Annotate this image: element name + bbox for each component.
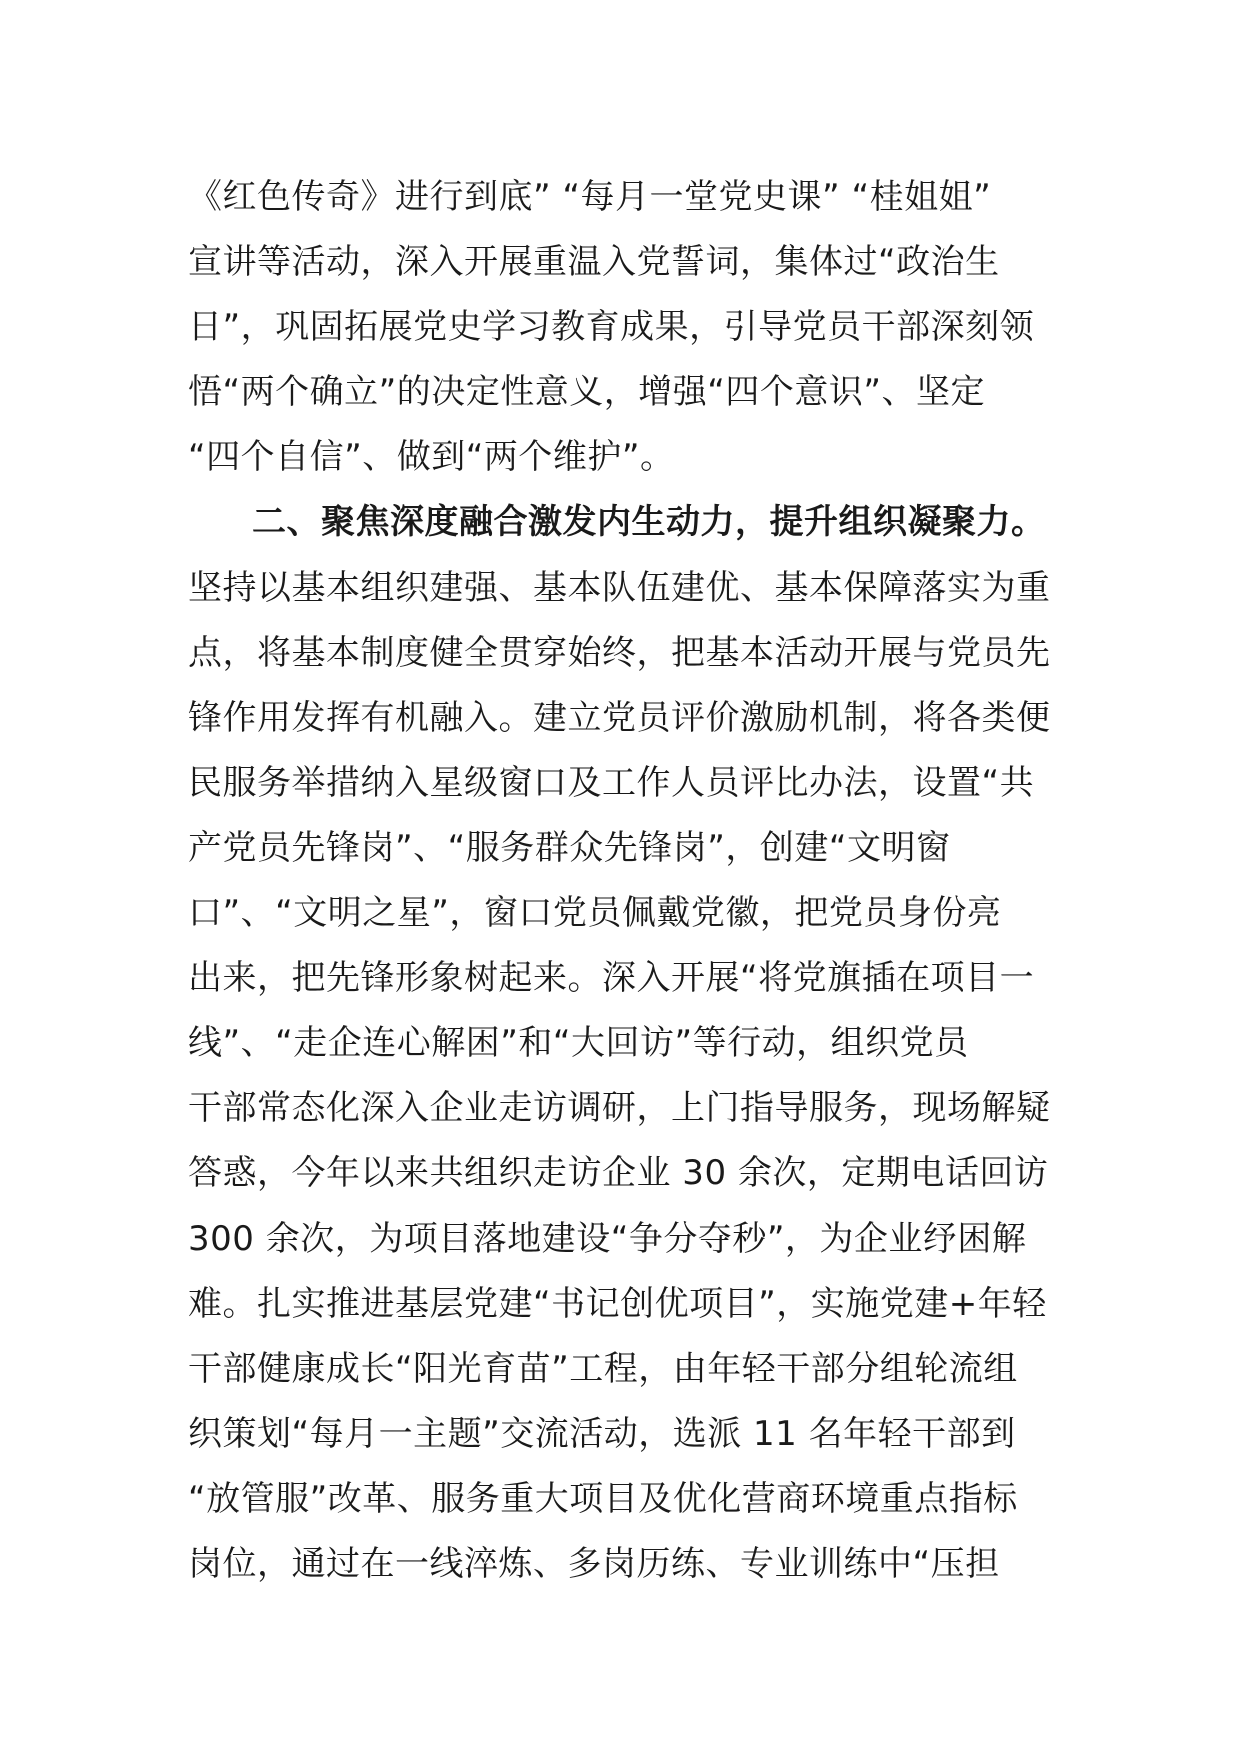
body-text-line: 岗位，通过在一线淬炼、多岗历练、专业训练中“压担 [188,1543,1000,1584]
body-text-line: 线”、“走企连心解困”和“大回访”等行动，组织党员 [188,1023,969,1064]
body-text-line: 宣讲等活动，深入开展重温入党誓词，集体过“政治生 [188,242,1000,283]
body-text-line: 点，将基本制度健全贯穿始终，把基本活动开展与党员先 [188,632,1051,673]
body-text-line: 口”、“文明之星”，窗口党员佩戴党徽，把党员身份亮 [188,893,1002,934]
body-text-line: 织策划“每月一主题”交流活动，选派 11 名年轻干部到 [188,1413,1016,1454]
body-text-line: 日”，巩固拓展党史学习教育成果，引导党员干部深刻领 [188,307,1035,348]
body-text-line: 产党员先锋岗”、“服务群众先锋岗”，创建“文明窗 [188,827,951,868]
body-text-line: 难。扎实推进基层党建“书记创优项目”，实施党建+年轻 [188,1283,1047,1324]
document-page [188,165,1056,1597]
body-text-line: 民服务举措纳入星级窗口及工作人员评比办法，设置“共 [188,762,1035,803]
body-text-line: 悟“两个确立”的决定性意义，增强“四个意识”、坚定 [188,372,985,413]
body-text-line: 锋作用发挥有机融入。建立党员评价激励机制，将各类便 [188,697,1051,738]
body-text-line: 出来，把先锋形象树起来。深入开展“将党旗插在项目一 [188,958,1035,999]
body-text-line: “放管服”改革、服务重大项目及优化营商环境重点指标 [188,1478,1018,1519]
body-text-line: 300 余次，为项目落地建设“争分夺秒”，为企业纾困解 [188,1218,1027,1259]
body-text-line: 《红色传奇》进行到底” “每月一堂党史课” “桂姐姐” [188,177,992,217]
body-text-line: 干部常态化深入企业走访调研，上门指导服务，现场解疑 [188,1088,1051,1129]
section-heading: 二、聚焦深度融合激发内生动力，提升组织凝聚力。 [252,502,1046,543]
body-text-line: 干部健康成长“阳光育苗”工程，由年轻干部分组轮流组 [188,1348,1018,1389]
body-text-line: “四个自信”、做到“两个维护”。 [188,437,675,478]
body-text-line: 答惑，今年以来共组织走访企业 30 余次，定期电话回访 [188,1153,1049,1194]
body-text-line: 坚持以基本组织建强、基本队伍建优、基本保障落实为重 [188,567,1051,608]
